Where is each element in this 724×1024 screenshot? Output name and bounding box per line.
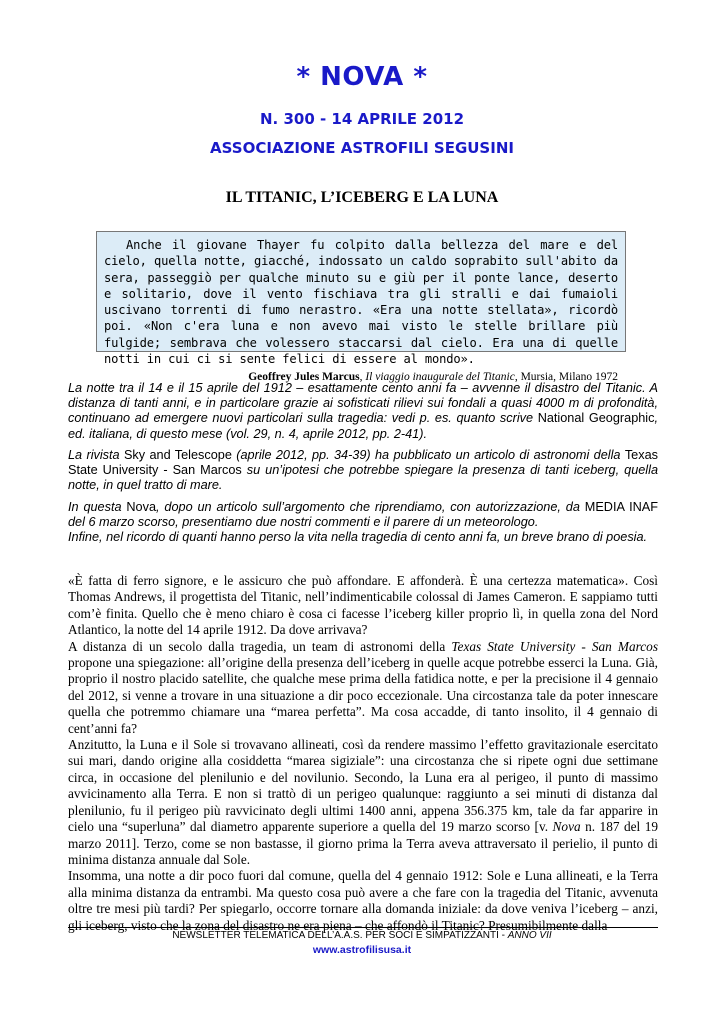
intro-paragraph-3	[68, 500, 658, 546]
epigraph-text: Anche il giovane Thayer fu colpito dalla bellezza del mare e del cielo, quella notte, giacché, indossato un caldo soprabito sull'abito da sera, passeggiò per qualche minuto su e giù per il ponte lance, deserto e solitario, dove il vento fischiava tra gli stralli e dai fumaioli uscivano torrenti di fumo nerastro. «Era una notte stellata», ricordò poi. «Non c'era luna e non avevo mai visto le stelle brillare più fulgide; sembrava che volessero staccarsi dal cielo. Era una di quelle notti in cui ci si sente felici di essere al mondo».	[104, 238, 618, 367]
intro-text: Texas State University - San Marcos	[68, 448, 658, 478]
intro-text: , ed. italiana, di questo mese (vol. 29, n. 4, aprile 2012, pp. 2-41).	[68, 411, 659, 441]
intro-text: National Geographic	[537, 411, 655, 426]
epigraph-publisher: , Mursia, Milano 1972	[514, 371, 618, 384]
body-text: n. 187 del 19 marzo 2011]. Terzo, come se non bastasse, il giorno prima la Terra aveva attraversato il perielio, il punto di minima distanza annuale dal Sole.	[68, 819, 658, 867]
body-text: Nova	[552, 819, 581, 835]
body-paragraph-4: Insomma, una notte a dir poco fuori dal comune, quella del 4 gennaio 1912: Sole e Luna allineati, e la Terra alla minima distanza da entrambi. Ma questo cosa può avere a che fare con la tragedia del Titanic, avvenuta oltre tre mesi più tardi? Per spiegarlo, occorre tornare alla domanda iniziale: da dove veniva l’iceberg – anzi, gli iceberg, visto che la zona del disastro ne era piena – che affondò il Titanic? Presumibilmente dalla	[68, 868, 658, 933]
body-paragraph-2	[68, 639, 658, 737]
article-headline: IL TITANIC, L’ICEBERG E LA LUNA	[225, 189, 499, 206]
intro-text: del 6 marzo scorso, presentiamo due nostri commenti e il parere di un meteorologo.	[68, 515, 539, 530]
intro-text: La notte tra il 14 e il 15 aprile del 1912 – esattamente cento anni fa – avvenne il disastro del Titanic. A distanza di tanti anni, e in particolare grazie ai sofisticati rilievi sui fondali a quasi 4000 m di profondità, continuano ad emergere nuovi particolari sulla tragedia: vedi p. es. quanto scrive	[68, 381, 658, 426]
body-text: A distanza di un secolo dalla tragedia, un team di astronomi della	[68, 638, 452, 654]
intro-text: MEDIA INAF	[584, 500, 658, 514]
intro-text: Nova	[126, 500, 157, 514]
intro-text: su un’ipotesi che potrebbe spiegare la presenza di tanti iceberg, quella notte, in quel tratto di mare.	[68, 463, 658, 493]
epigraph-box	[96, 231, 626, 384]
footer-label: NEWSLETTER TELEMATICA DELL’A.A.S. PER SOCI E SIMPATIZZANTI -	[172, 930, 508, 941]
body-paragraph-1: «È fatta di ferro signore, e le assicuro che può affondare. E affonderà. È una certezza matematica». Così Thomas Andrews, il progettista del Titanic, nell’indimenticabile colossal di James Cameron. E sappiamo tutti com’è finita. Quello che è meno chiaro è cosa ci facesse l’iceberg killer proprio lì, in quella zona del Nord Atlantico, la notte del 14 aprile 1912. Da dove arrivava?	[68, 573, 658, 638]
intro-text: Infine, nel ricordo di quanti hanno perso la vita nella tragedia di cento anni fa, un breve brano di poesia.	[68, 530, 648, 545]
issue-number-date: N. 300 - 14 APRILE 2012	[259, 110, 465, 128]
intro-paragraph-1	[68, 381, 658, 442]
intro-text: (aprile 2012, pp. 34-39) ha pubblicato un articolo di astronomi della	[231, 448, 625, 462]
epigraph-source: Geoffrey Jules Marcus, Il viaggio inaugurale del Titanic, Mursia, Milano 1972	[248, 371, 618, 384]
body-text: propone una spiegazione: all’origine della presenza dell’iceberg in quelle acque potrebbe esserci la Luna. Già, proprio il nostro placido satellite, che qualche mese prima della fatidica notte, e per la precisione il 4 gennaio del 2012, si venne a trovare in una situazione a dir poco eccezionale. Una circostanza tale da poter innescare quella che potremmo chiamare una “marea perfetta”. Ma cosa accadde, di tanto insolito, il 4 gennaio di cent’anni fa?	[68, 655, 658, 736]
website-link[interactable]: www.astrofilisusa.it	[312, 944, 412, 956]
epigraph-book: Il viaggio inaugurale del Titanic	[365, 371, 515, 384]
association-name: ASSOCIAZIONE ASTROFILI SEGUSINI	[210, 139, 514, 157]
article-body	[68, 573, 658, 934]
intro-text: In questa	[68, 500, 127, 514]
intro-text: , dopo un articolo sull’argomento che riprendiamo, con autorizzazione, da	[156, 500, 585, 514]
footer-text	[0, 930, 724, 941]
body-text: Texas State University - San Marcos	[451, 638, 659, 654]
intro-text: La rivista	[68, 448, 124, 462]
epigraph-author: Geoffrey Jules Marcus	[248, 371, 360, 384]
body-paragraph-3	[68, 737, 658, 868]
body-text: Anzitutto, la Luna e il Sole si trovavano allineati, così da rendere massimo l’effetto gravitazionale esercitato sui mari, dando origine alla cosiddetta “marea sigiziale”: una circostanza che si ripete ogni due settimane circa, in occasione del plenilunio e del novilunio. Secondo, la Luna era al perigeo, il punto di massimo avvicinamento alla Terra. E non si trattò di un perigeo qualunque: raggiunto a sei minuti di distanza dal plenilunio, fu il perigeo più ravvicinato degli ultimi 1400 anni, appena 356.375 km, tale da far apparire in cielo una “superluna” dal diametro apparente superiore a quella del 19 marzo scorso [v.	[68, 737, 658, 835]
footer-year: ANNO VII	[507, 930, 552, 941]
intro-paragraph-2	[68, 448, 658, 494]
intro-text: Sky and Telescope	[123, 448, 232, 462]
newsletter-title: * NOVA *	[296, 62, 428, 92]
footer-divider	[68, 927, 658, 928]
